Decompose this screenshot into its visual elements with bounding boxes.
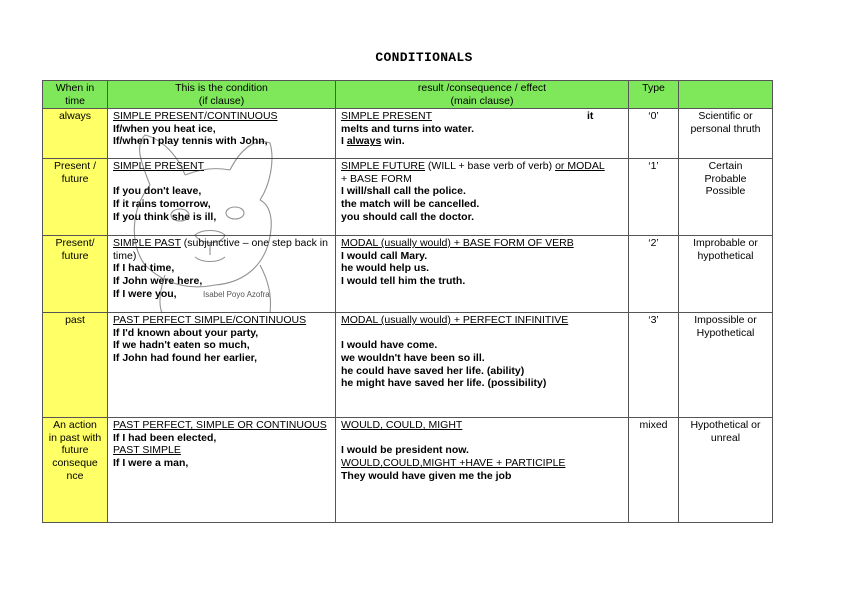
header-row	[43, 81, 773, 109]
header-when: When in time	[43, 81, 108, 109]
type-cell: ‘3’	[629, 313, 679, 418]
condition-cell: SIMPLE PRESENT/CONTINUOUS If/when you heat ice, If/when I play tennis with John,	[108, 109, 336, 159]
table-row	[43, 109, 773, 159]
result-cell: SIMPLE FUTURE (WILL + base verb of verb) or MODAL + BASE FORM I will/shall call the police. the match will be cancelled. you should call the doctor.	[336, 159, 629, 236]
when-cell: past	[43, 313, 108, 418]
condition-cell: SIMPLE PRESENT If you don't leave, If it rains tomorrow, If you think she is ill,	[108, 159, 336, 236]
type-cell: mixed	[629, 418, 679, 523]
when-cell: An action in past with future conseque nce	[43, 418, 108, 523]
result-cell: WOULD, COULD, MIGHT I would be president now. WOULD,COULD,MIGHT +HAVE + PARTICIPLE They would have given me the job	[336, 418, 629, 523]
header-meaning	[679, 81, 773, 109]
meaning-cell: Hypothetical or unreal	[679, 418, 773, 523]
page-title: CONDITIONALS	[375, 50, 473, 65]
type-cell: ‘0’	[629, 109, 679, 159]
condition-cell: SIMPLE PAST (subjunctive – one step back in time) If I had time, If John were here, If I were you,	[108, 236, 336, 313]
table-row	[43, 236, 773, 313]
when-cell: always	[43, 109, 108, 159]
when-cell: Present/ future	[43, 236, 108, 313]
header-type: Type	[629, 81, 679, 109]
condition-cell: PAST PERFECT SIMPLE/CONTINUOUS If I'd known about your party, If we hadn't eaten so much, If John had found her earlier,	[108, 313, 336, 418]
result-cell: MODAL (usually would) + PERFECT INFINITIVE I would have come. we wouldn't have been so ill. he could have saved her life. (ability) he might have saved her life. (possibility)	[336, 313, 629, 418]
result-cell: SIMPLE PRESENT it melts and turns into water. I always win.	[336, 109, 629, 159]
watermark-signature: Isabel Poyo Azofra	[203, 290, 270, 299]
conditionals-table	[42, 80, 773, 523]
result-cell: MODAL (usually would) + BASE FORM OF VERB I would call Mary. he would help us. I would tell him the truth.	[336, 236, 629, 313]
meaning-cell: Certain Probable Possible	[679, 159, 773, 236]
table-row	[43, 159, 773, 236]
table-row	[43, 313, 773, 418]
header-result: result /consequence / effect (main clause)	[336, 81, 629, 109]
type-cell: ‘2’	[629, 236, 679, 313]
type-cell: ‘1’	[629, 159, 679, 236]
header-condition: This is the condition (if clause)	[108, 81, 336, 109]
meaning-cell: Impossible or Hypothetical	[679, 313, 773, 418]
meaning-cell: Improbable or hypothetical	[679, 236, 773, 313]
table-row	[43, 418, 773, 523]
when-cell: Present / future	[43, 159, 108, 236]
meaning-cell: Scientific or personal thruth	[679, 109, 773, 159]
condition-cell: PAST PERFECT, SIMPLE OR CONTINUOUS If I had been elected, PAST SIMPLE If I were a man,	[108, 418, 336, 523]
